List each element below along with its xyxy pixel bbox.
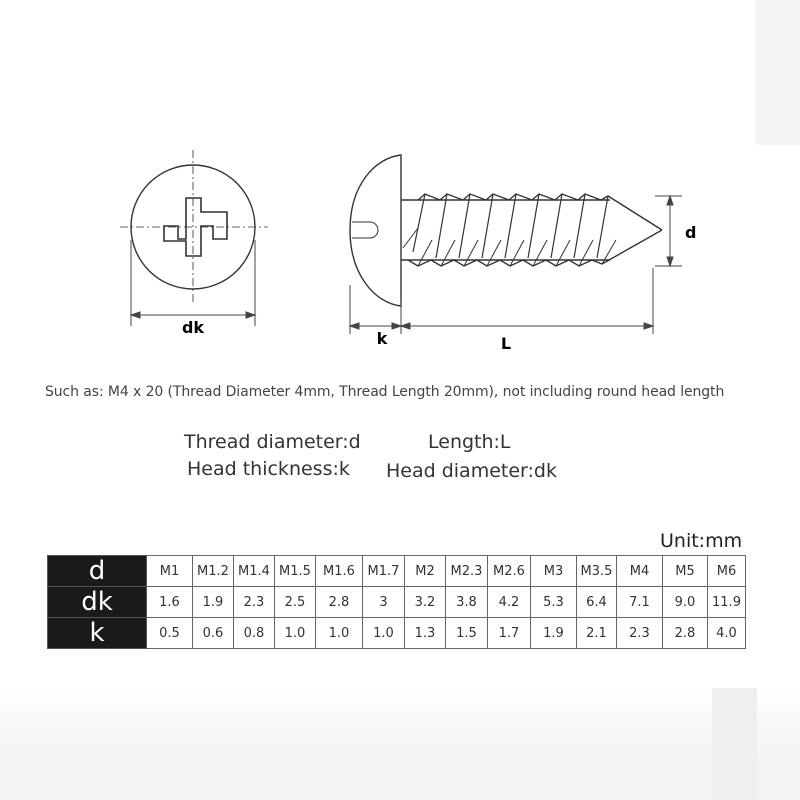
screw-diagram	[0, 0, 800, 380]
size-table	[47, 555, 746, 649]
table-cell: 2.5	[275, 587, 316, 618]
k-dimension	[350, 285, 401, 334]
legend-thread-diameter: Thread diameter:d	[184, 431, 361, 453]
screw-side-view	[350, 155, 662, 306]
table-cell: 4.2	[488, 587, 531, 618]
table-cell: M2.3	[446, 556, 488, 587]
table-cell: 4.0	[708, 618, 746, 649]
table-cell: 1.3	[405, 618, 446, 649]
unit-label: Unit:mm	[660, 530, 743, 552]
table-cell: 0.6	[193, 618, 234, 649]
table-cell: 2.3	[617, 618, 663, 649]
table-cell: 1.9	[193, 587, 234, 618]
table-cell: 2.3	[234, 587, 275, 618]
table-cell: 1.9	[531, 618, 577, 649]
table-cell: M5	[663, 556, 708, 587]
table-cell: M3.5	[577, 556, 617, 587]
dk-label: dk	[181, 318, 205, 337]
table-cell: 1.0	[363, 618, 405, 649]
table-cell: 1.5	[446, 618, 488, 649]
k-label: k	[376, 329, 388, 348]
table-cell: M1.6	[316, 556, 363, 587]
table-cell: M1.4	[234, 556, 275, 587]
table-cell: 6.4	[577, 587, 617, 618]
table-cell: 3	[363, 587, 405, 618]
background-fade-bottom	[0, 690, 800, 800]
row-header: d	[48, 556, 147, 587]
table-cell: M1.7	[363, 556, 405, 587]
table-cell: 1.7	[488, 618, 531, 649]
row-header: k	[48, 618, 147, 649]
L-label: L	[500, 334, 512, 353]
table-cell: M1.2	[193, 556, 234, 587]
table-cell: 1.6	[147, 587, 193, 618]
table-row	[48, 556, 746, 587]
table-cell: 1.0	[316, 618, 363, 649]
L-dimension	[401, 268, 653, 334]
table-row	[48, 587, 746, 618]
table-cell: M2.6	[488, 556, 531, 587]
table-cell: 9.0	[663, 587, 708, 618]
table-cell: M6	[708, 556, 746, 587]
table-cell: M1	[147, 556, 193, 587]
table-cell: M1.5	[275, 556, 316, 587]
table-cell: 5.3	[531, 587, 577, 618]
table-cell: 7.1	[617, 587, 663, 618]
legend-head-diameter: Head diameter:dk	[386, 460, 557, 482]
table-cell: 3.2	[405, 587, 446, 618]
table-cell: M3	[531, 556, 577, 587]
table-cell: 2.1	[577, 618, 617, 649]
table-cell: 2.8	[663, 618, 708, 649]
table-cell: 11.9	[708, 587, 746, 618]
d-label: d	[685, 223, 697, 242]
screw-head-top-view	[120, 150, 268, 305]
table-cell: 0.8	[234, 618, 275, 649]
table-cell: 0.5	[147, 618, 193, 649]
table-cell: M4	[617, 556, 663, 587]
table-cell: M2	[405, 556, 446, 587]
row-header: dk	[48, 587, 147, 618]
legend-head-thickness: Head thickness:k	[187, 458, 350, 480]
legend-length: Length:L	[428, 431, 511, 453]
background-fade-bottom-right	[712, 688, 757, 800]
table-row	[48, 618, 746, 649]
table-cell: 3.8	[446, 587, 488, 618]
table-cell: 1.0	[275, 618, 316, 649]
example-note: Such as: M4 x 20 (Thread Diameter 4mm, Thread Length 20mm), not including round head length	[45, 384, 725, 400]
table-cell: 2.8	[316, 587, 363, 618]
